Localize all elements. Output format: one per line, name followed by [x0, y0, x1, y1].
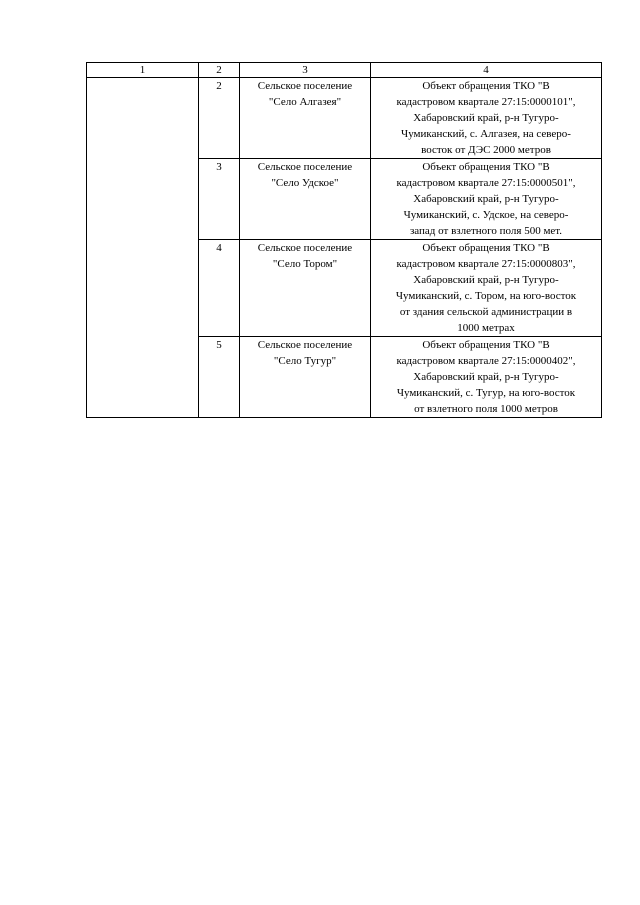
settlement-line: "Село Тором"	[272, 258, 338, 270]
table-row	[87, 78, 602, 159]
settlement-line: "Село Тугур"	[273, 355, 337, 367]
object-description-line: восток от ДЭС 2000 метров	[421, 144, 551, 156]
object-description-line: Хабаровский край, р-н Тугуро-	[413, 193, 559, 205]
object-description-line: 1000 метрах	[457, 322, 515, 334]
object-description-line: Объект обращения ТКО "В	[422, 80, 550, 92]
object-description-line: кадастровом квартале 27:15:0000101",	[396, 96, 576, 108]
settlement-line: Сельское поселение	[257, 80, 353, 92]
object-description-cell	[371, 337, 602, 418]
row-number: 2	[199, 78, 240, 159]
object-description-line: Хабаровский край, р-н Тугуро-	[413, 274, 559, 286]
object-description-line: кадастровом квартале 27:15:0000501",	[396, 177, 576, 189]
object-description-line: Чумиканский, с. Алгазея, на северо-	[401, 128, 571, 140]
header-col-4: 4	[371, 63, 602, 78]
settlement-cell	[240, 337, 371, 418]
row-number: 5	[199, 337, 240, 418]
object-description-line: Объект обращения ТКО "В	[422, 242, 550, 254]
object-description-line: от здания сельской администрации в	[399, 306, 573, 318]
object-description-cell	[371, 78, 602, 159]
object-description-line: Хабаровский край, р-н Тугуро-	[413, 112, 559, 124]
object-description-cell	[371, 240, 602, 337]
object-description-line: запад от взлетного поля 500 мет.	[409, 225, 563, 237]
object-description-line: кадастровом квартале 27:15:0000803",	[396, 258, 576, 270]
tko-objects-table	[86, 62, 602, 418]
settlement-cell	[240, 78, 371, 159]
object-description-line: Хабаровский край, р-н Тугуро-	[413, 371, 559, 383]
merged-empty-cell	[87, 78, 199, 418]
settlement-line: Сельское поселение	[257, 242, 353, 254]
settlement-line: Сельское поселение	[257, 339, 353, 351]
object-description-line: от взлетного поля 1000 метров	[414, 403, 558, 415]
settlement-cell	[240, 240, 371, 337]
object-description-cell	[371, 159, 602, 240]
table-header-row	[87, 63, 602, 78]
settlement-line: Сельское поселение	[257, 161, 353, 173]
header-col-3: 3	[240, 63, 371, 78]
object-description-line: кадастровом квартале 27:15:0000402",	[396, 355, 576, 367]
object-description-line: Чумиканский, с. Тугур, на юго-восток	[396, 387, 576, 399]
settlement-line: "Село Алгазея"	[268, 96, 342, 108]
object-description-line: Чумиканский, с. Удское, на северо-	[403, 209, 569, 221]
object-description-line: Объект обращения ТКО "В	[422, 161, 550, 173]
object-description-line: Объект обращения ТКО "В	[422, 339, 550, 351]
settlement-line: "Село Удское"	[271, 177, 339, 189]
settlement-cell	[240, 159, 371, 240]
object-description-line: Чумиканский, с. Тором, на юго-восток	[395, 290, 577, 302]
header-col-2: 2	[199, 63, 240, 78]
row-number: 3	[199, 159, 240, 240]
header-col-1: 1	[87, 63, 199, 78]
row-number: 4	[199, 240, 240, 337]
